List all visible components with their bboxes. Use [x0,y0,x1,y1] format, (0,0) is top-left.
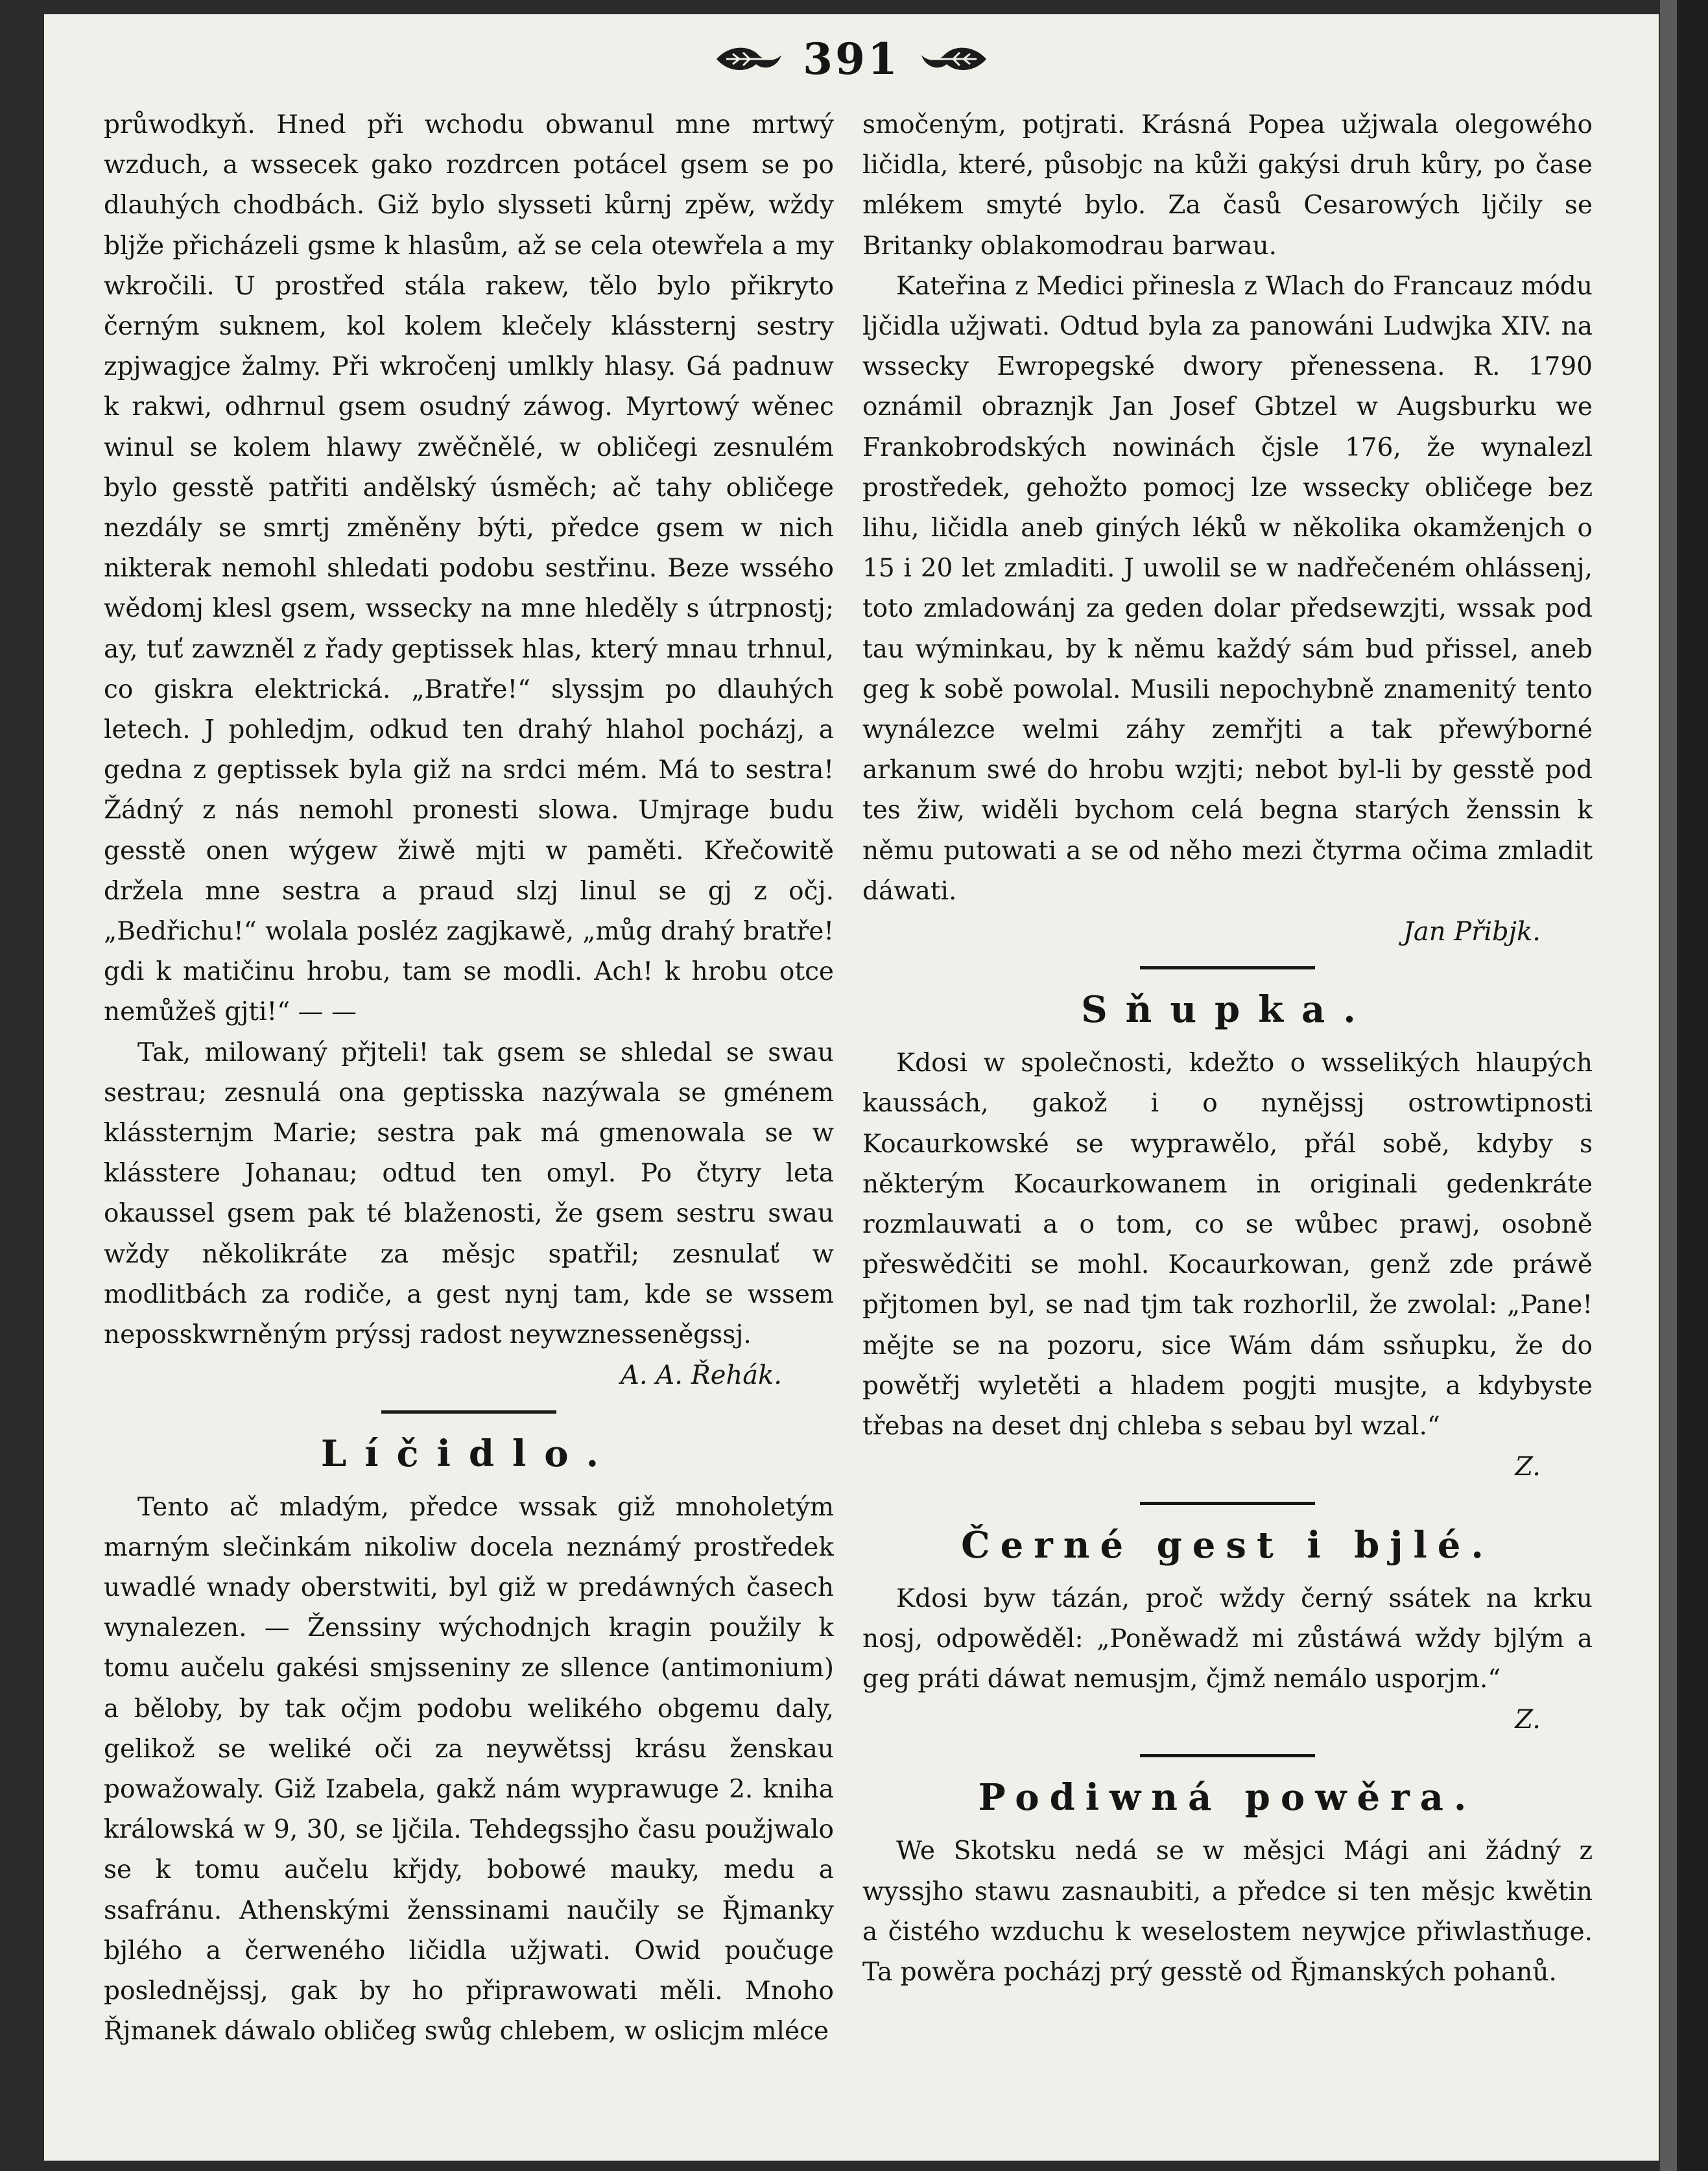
author-signature-pribik: Jan Přibjk. [1403,917,1541,947]
author-signature-z-2: Z. [1515,1705,1541,1735]
story-ending-paragraph: průwodkyň. Hned při wchodu obwanul mne mrtwý wzduch, a wssecek gako rozdrcen potácel gsem se po dlauhých chodbách. Giž bylo slysseti kůrnj zpěw, wždy bljže přicházeli gsme k hlasům, až se cela otewřela a my wkročili. U prostřed stála rakew, tělo bylo přikryto černým suknem, kol kolem klečely klássternj sestry zpjwagjce žalmy. Při wkročenj umlkly hlasy. Gá padnuw k rakwi, odhrnul gsem osudný záwog. Myrtowý wěnec winul se kolem hlawy zwěčnělé, w obličegi zesnulém bylo gesstě patřiti andělský úsměch; ač tahy obličege nezdály se smrtj změněny býti, předce gsem w nich nikterak nemohl shledati podobu sestřinu. Beze wssého wědomj klesl gsem, wssecky na mne hleděly s útrpnostj; ay, tuť zawzněl z řady geptissek hlas, který mnau trhnul, co giskra elektrická. „Bratře!“ slyssjm po dlauhých letech. J pohledjm, odkud ten drahý hlahol pocházj, a gedna z geptissek byla giž na srdci mém. Má to sestra! Žádný z nás nemohl pronesti slowa. Umjrage budu gesstě onen wýgew žiwě mjti w paměti. Křečowitě držela mne sestra a praud slzj linul se gj z očj. „Bedřichu!“ wolala posléz zagjkawě, „můg drahý bratře! gdi k matičinu hrobu, tam se modli. Ach! k hrobu otce nemůžeš gjti!“ — — [104,110,834,1027]
licidlo-paragraph-2: Kateřina z Medici přinesla z Wlach do Francauz módu ljčidla užjwati. Odtud byla za panowáni Ludwjka XIV. na wssecky Ewropegské dwory přenessena. R. 1790 oznámil obraznjk Jan Josef Gbtzel w Augsburku we Frankobrodských nowinách čjsle 176, že wynalezl prostředek, gehožto pomocj lze wssecky obličege bez lihu, ličidla aneb giných léků w několika okamženjch o 15 i 20 let zmladiti. J uwolil se w nadřečeném ohlássenj, toto zmladowánj za geden dolar předsewzjti, wssak pod tau wýminkau, by k němu každý sám bud přissel, aneb geg k sobě powolal. Musili nepochybně znamenitý tento wynálezce welmi záhy zemřjti a tak přewýborné arkanum swé do hrobu wzjti; nebot byl-li by gesstě pod tes žiw, widěli bychom celá begna starých ženssin k němu putowati a se od něho mezi čtyrma očima zmladit dáwati. [862,271,1593,906]
document-page [44,14,1659,2161]
heading-licidlo: Líčidlo. [320,1432,617,1475]
snupka-paragraph: Kdosi w společnosti, kdežto o wsselikých hlaupých kaussách, gakož i o nynějssj ostrowtipnosti Kocaurkowské se wyprawělo, přál sobě, kdyby s některým Kocaurkowanem in originali gedenkráte rozmlauwati a o tom, co se wůbec prawj, osobně přeswědčiti se mohl. Kocaurkowan, genž zde práwě přjtomen byl, se nad tjm tak rozhorlil, že zwolal: „Pane! mějte se na pozoru, sice Wám dám ssňupku, že do powětřj wyletěti a hladem pogjti musjte, a kdybyste třebas na deset dnj chleba s sebau byl wzal.“ [862,1049,1593,1441]
fleuron-right-icon [918,40,990,78]
author-signature-z: Z. [1515,1452,1541,1482]
page-number: 391 [803,34,900,84]
section-divider [381,1410,556,1414]
cerne-paragraph: Kdosi byw tázán, proč wždy černý ssátek na krku nosj, odpowěděl: „Poněwadž mi zůstáwá wždy bjlým a geg práti dáwat nemusjm, čjmž nemálo usporjm.“ [862,1584,1593,1694]
heading-cerne-gest-i-bjle: Černé gest i bjlé. [961,1523,1494,1567]
heading-podiwna-powera: Podiwná powěra. [978,1776,1477,1820]
heading-snupka: Sňupka. [1081,988,1374,1032]
scan-edge-strip [1660,0,1677,2171]
licidlo-paragraph-continued: smočeným, potjrati. Krásná Popea užjwala olegowého ličidla, které, působjc na kůži gakýsi druh kůry, po čase mlékem smyté bylo. Za časů Cesarowých ljčily se Britanky oblakomodrau barwau. [862,110,1593,261]
powera-paragraph: We Skotsku nedá se w měsjci Mági ani žádný z wyssjho stawu zasnaubiti, a předce si ten měsjc kwětin a čistého wzduchu k weselostem neywjce přiwlastňuge. Ta powěra pocházj prý gesstě od Řjmanských pohanů. [862,1836,1593,1987]
author-signature-rehak: A. A. Řehák. [621,1360,782,1391]
scan-edge [1677,0,1708,2171]
page-header [44,23,1659,95]
section-divider [1140,1754,1315,1757]
licidlo-paragraph: Tento ač mladým, předce wssak giž mnoholetým marným slečinkám nikoliw docela neznámý prostředek uwadlé wnady oberstwiti, byl giž w predáwných časech wynalezen. — Ženssiny wýchodnjch kragin použily k tomu aučelu gakési smjsseniny ze sllence (antimonium) a běloby, by tak očjm podobu welikého obgemu daly, gelikož se weliké oči za neywětssj krásu ženskau powažowaly. Giž Izabela, gakž nám wyprawuge 2. kniha králowská w 9, 30, se ljčila. Tehdegssjho času použjwalo se k tomu aučelu křjdy, bobowé mauky, medu a ssafránu. Athenskými ženssinami naučily se Řjmanky bjlého a čerweného ličidla užjwati. Owid poučuge poslednějssj, gak by ho připrawowati měli. Mnoho Řjmanek dáwalo obličeg swůg chlebem, w oslicjm mléce [104,1492,834,2046]
right-column [862,105,1593,2135]
section-divider [1140,1502,1315,1505]
fleuron-left-icon [713,40,785,78]
left-column [104,105,834,2135]
story-ending-paragraph-2: Tak, milowaný přjteli! tak gsem se shledal se swau sestrau; zesnulá ona geptisska nazýwala se gménem klássternjm Marie; sestra pak má gmenowala se w klásstere Johanau; odtud ten omyl. Po čtyry leta okaussel gsem pak té blaženosti, že gsem sestru swau wždy několikráte za měsjc spatřil; zesnulať w modlitbách za rodiče, a gest nynj tam, kde se wssem neposskwrněným prýssj radost neywznesseněgssj. [104,1038,834,1350]
section-divider [1140,966,1315,969]
